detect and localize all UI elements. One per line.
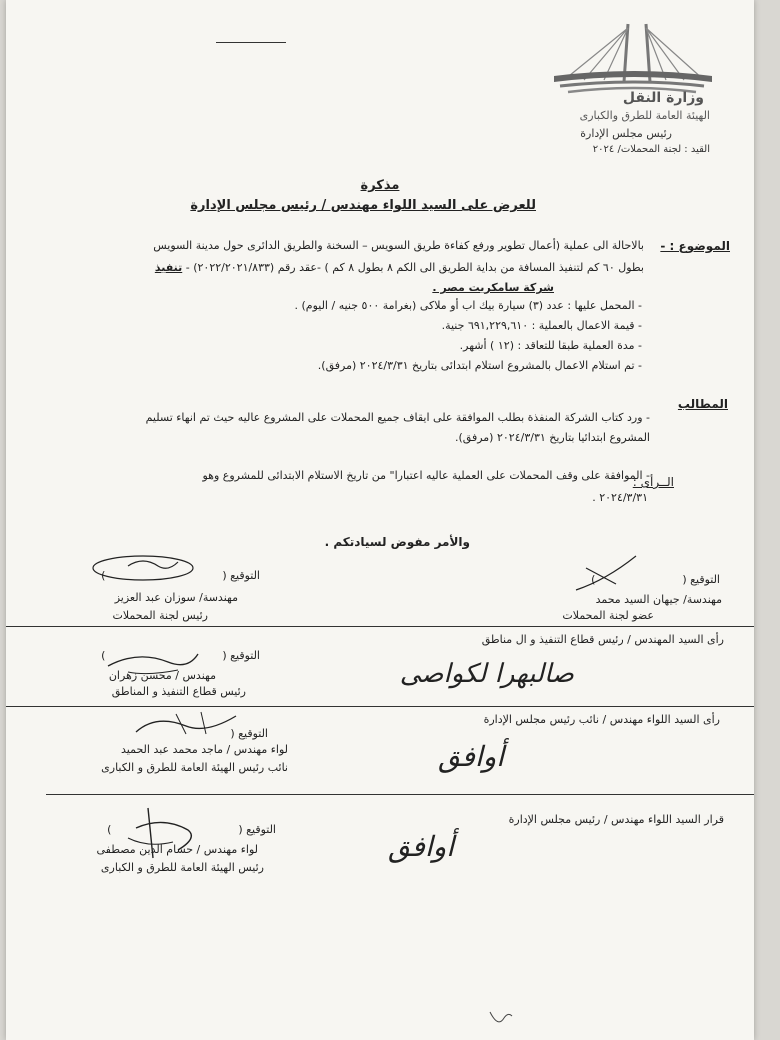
office-name: رئيس مجلس الإدارة [580, 127, 672, 140]
sig-left4-label: التوقيع ( ) [107, 823, 276, 836]
requests-line-2: المشروع ابتدائيا بتاريخ ٢٠٢٤/٣/٣١ (مرفق). [455, 431, 650, 444]
divider-1 [6, 626, 754, 627]
handwritten-note-2: أوافق [438, 740, 504, 773]
subject-label: الموضوع : - [660, 239, 730, 253]
sig-left4-name: لواء مهندس / حسام الدين مصطفى [96, 843, 258, 856]
subject-line-2-text: بطول ٦٠ كم لتنفيذ المسافة من بداية الطريق الى الكم ٨ بطول ٨ كم ) -عقد رقم (٢٠٢٢/٢٠٢١/٨٣٣) - [185, 261, 644, 274]
sig-left1-label: التوقيع ( ) [101, 569, 260, 582]
sig-left3-label: التوقيع ( [230, 727, 268, 740]
memo-addressee: للعرض على السيد اللواء مهندس / رئيس مجلس الإدارة [190, 198, 536, 213]
handwritten-note-1: صالبهرا لكواصى [399, 659, 574, 689]
sig-left2-role: رئيس قطاع التنفيذ و المناطق [111, 685, 246, 698]
subject-item-3: - مدة العملية طبقا للتعاقد : (١٢ ) أشهر. [459, 339, 642, 352]
sig-left3-role: نائب رئيس الهيئة العامة للطرق و الكبارى [101, 761, 288, 774]
sig-left4-role: رئيس الهيئة العامة للطرق و الكبارى [100, 861, 264, 874]
subject-line-2 [155, 260, 644, 276]
opinion-line-1: - الموافقة على وقف المحملات على العملية عاليه اعتبارا" من تاريخ الاستلام الابتدائى للمشروع وهو [202, 469, 650, 482]
divider-3 [46, 794, 754, 795]
ministry-name: وزارة النقل [622, 90, 704, 106]
sig-left1-name: مهندسة/ سوزان عبد العزيز [114, 591, 238, 604]
pen-mark [486, 1008, 516, 1032]
subject-line-3: شركة سامكريت مصر . [432, 281, 554, 294]
closing-text: والأمر مفوض لسيادتكم . [324, 535, 470, 549]
signature-left1 [88, 552, 198, 584]
memo-title: مذكرة [360, 178, 400, 193]
subject-line-1: بالاحالة الى عملية (أعمال تطوير ورفع كفاءة طريق السويس – السخنة والطريق الدائرى حول مدينة السويس [153, 239, 644, 252]
subject-item-2: - قيمة الاعمال بالعملية : ٦٩١,٢٢٩,٦١٠ جنية. [441, 319, 642, 332]
handwritten-note-3: أوافق [388, 830, 454, 863]
reference-number: القيد : لجنة المحملات/ ٢٠٢٤ [592, 144, 710, 155]
sig-left3-name: لواء مهندس / ماجد محمد عبد الحميد [121, 743, 288, 756]
sig-left2-name: مهندس / محسن زهران [108, 669, 216, 682]
opinion-1-label: رأى السيد المهندس / رئيس قطاع التنفيذ و ال مناطق [481, 633, 724, 646]
requests-label: المطالب [677, 397, 728, 411]
header-dash [216, 42, 286, 43]
subject-line-2-underlined: تنفيذ [154, 261, 183, 274]
subject-item-1: - المحمل عليها : عدد (٣) سيارة بيك اب أو ملاكى (بغرامة ٥٠٠ جنيه / اليوم) . [294, 299, 642, 312]
sig-left2-label: التوقيع ( ) [101, 649, 260, 662]
signature-right1 [546, 550, 646, 600]
sig-left1-role: رئيس لجنة المحملات [112, 609, 208, 622]
divider-2 [6, 706, 754, 707]
sig-right1-name: مهندسة/ جيهان السيد محمد [595, 593, 722, 606]
signature-left2 [98, 642, 208, 682]
opinion-2-label: رأى السيد اللواء مهندس / نائب رئيس مجلس الإدارة [483, 713, 720, 726]
signature-left3 [126, 704, 246, 744]
memo-page [6, 0, 754, 1040]
opinion-label: الــرأى : [632, 475, 674, 489]
signature-left4 [118, 798, 208, 868]
sig-right1-label: التوقيع ( ) [591, 573, 720, 586]
sig-right1-role: عضو لجنة المحملات [562, 609, 654, 622]
authority-name: الهيئة العامة للطرق والكبارى [579, 109, 710, 122]
decision-label: قرار السيد اللواء مهندس / رئيس مجلس الإدارة [508, 813, 724, 826]
bridge-logo-icon [554, 20, 714, 100]
opinion-line-2: ٢٠٢٤/٣/٣١ . [592, 491, 648, 504]
subject-item-4: - تم استلام الاعمال بالمشروع استلام ابتدائى بتاريخ ٢٠٢٤/٣/٣١ (مرفق). [317, 359, 642, 372]
requests-line-1: - ورد كتاب الشركة المنفذة بطلب الموافقة على ايقاف جميع المحملات على المشروع عاليه حيث تم انهاء تسليم [145, 411, 650, 424]
